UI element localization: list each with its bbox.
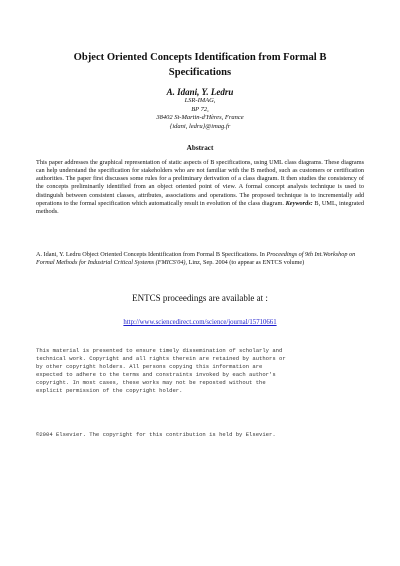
notice-line: by other copyright holders. All persons copying this information are [36,363,263,371]
notice-line: technical work. Copyright and all rights therein are retained by authors or [36,355,286,363]
paper-title [40,50,360,80]
abstract-heading: Abstract [186,144,214,152]
copyright-line: ©2004 Elsevier. The copyright for this contribution is held by Elsevier. [36,431,276,438]
abstract [36,159,364,216]
affiliation-lab: LSR-IMAG, [184,97,216,104]
entcs-url-link[interactable]: http://www.sciencedirect.com/science/journal/15710661 [123,319,277,326]
affiliation-email: {idani, ledru}@imag.fr [169,122,231,130]
notice-line: expected to adhere to the terms and constraints invoked by each author's [36,371,276,379]
affiliation-bp: BP 72, [191,105,209,113]
affiliation-city: 38402 St-Martin-d'Hères, France [156,114,244,122]
notice-line: explicit permission of the copyright holder. [36,387,183,395]
citation-reference [36,251,364,268]
notice-line: This material is presented to ensure timely dissemination of scholarly and [36,347,283,354]
reference-prefix: A. Idani, Y. Ledru Object Oriented Concepts Identification from Formal B Specifications. In [36,251,267,258]
notice-line: copyright. In most cases, these works may not be reposted without the [36,379,266,387]
entcs-link-row [40,318,360,327]
title-line-2: Specifications [168,67,232,78]
abstract-body: This paper addresses the graphical representation of static aspects of B specifications, using UML class diagrams. These diagrams can help understand the specification for stakeholders who are not familiar with the B method, such as customers or certification authorities. The paper first discusses some rules for a preliminary derivation of a class diagram. It then studies the consistency of the concepts preliminarily identified from an object oriented point of view. A formal concept analysis technique is used to distinguish between consistent classes, attributes, associations and operations. The proposed technique is to incrementally add operations to the formal specification which automatically result in evolution of the class diagram. [36,159,364,207]
affiliation [40,97,360,131]
copyright-notice [36,347,364,396]
reference-venue: Proceedings of 9th Int.Workshop on Formal Methods for Industrial Critical Systems (FMICS'04) [36,251,356,267]
keywords: B, UML, integrated methods. [36,199,365,215]
title-line-1: Object Oriented Concepts Identification from Formal B [73,52,327,63]
authors: A. Idani, Y. Ledru [166,87,234,97]
reference-suffix: , Linz, Sep. 2004 (to appear as ENTCS volume) [185,259,305,267]
keywords-label: Keywords: [285,199,313,207]
entcs-heading: ENTCS proceedings are available at : [132,293,268,303]
